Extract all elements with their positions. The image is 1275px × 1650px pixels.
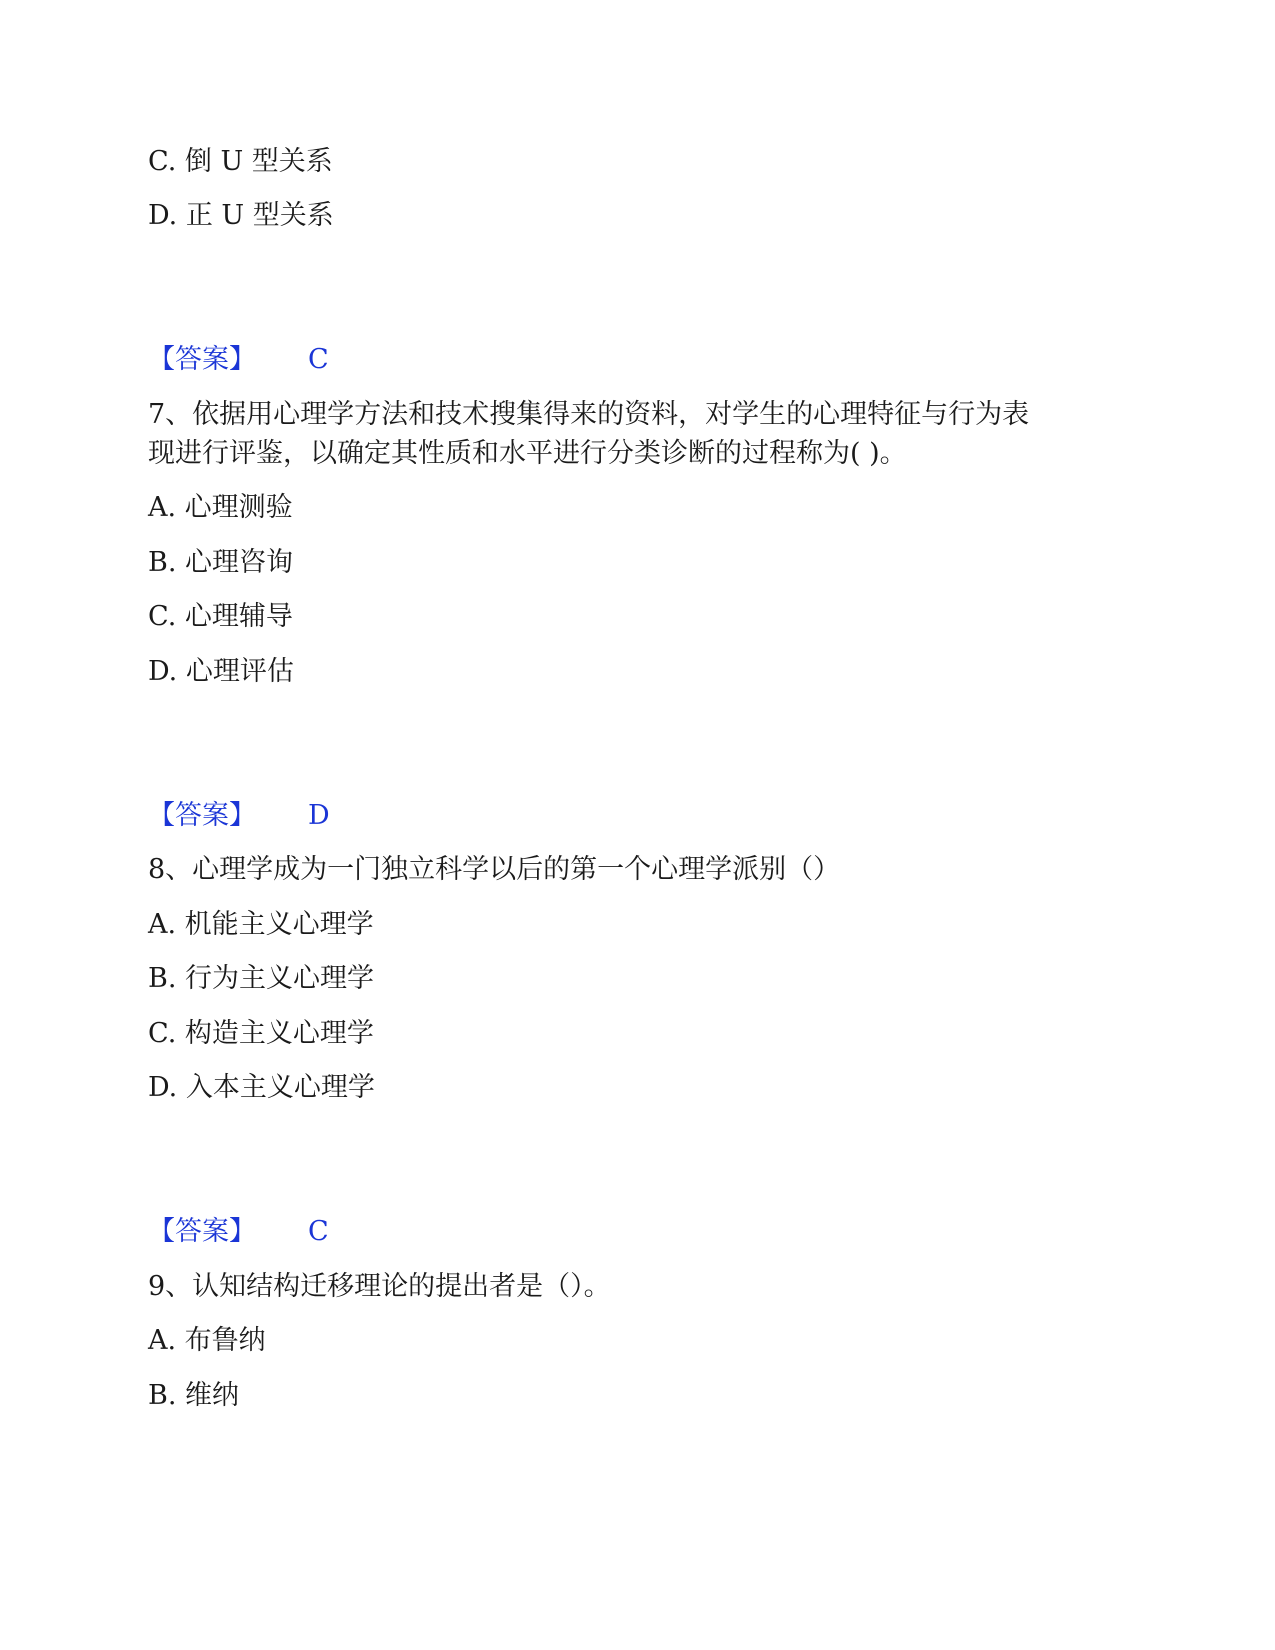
q8-stem: 8、心理学成为一门独立科学以后的第一个心理学派别（） <box>148 854 841 885</box>
q8-option-d: D. 入本主义心理学 <box>148 1072 375 1103</box>
q6-option-c: C. 倒 U 型关系 <box>148 146 333 177</box>
q7-answer <box>148 799 330 833</box>
answer-label: 【答案】 <box>148 800 256 831</box>
q8-option-b: B. 行为主义心理学 <box>148 963 375 994</box>
q6-answer <box>148 343 329 377</box>
q8-option-c: C. 构造主义心理学 <box>148 1018 374 1049</box>
q9-option-a: A. 布鲁纳 <box>148 1325 266 1356</box>
q7-option-d: D. 心理评估 <box>148 656 294 687</box>
answer-label: 【答案】 <box>148 1216 256 1247</box>
answer-label: 【答案】 <box>148 344 256 375</box>
q7-stem-line2: 现进行评鉴，以确定其性质和水平进行分类诊断的过程称为( )。 <box>148 438 907 469</box>
q9-stem: 9、认知结构迁移理论的提出者是（）。 <box>148 1271 611 1302</box>
q8-answer <box>148 1215 329 1249</box>
q8-option-a: A. 机能主义心理学 <box>148 909 374 940</box>
answer-value: D <box>308 800 330 831</box>
answer-value: C <box>308 344 329 375</box>
q7-option-b: B. 心理咨询 <box>148 547 294 578</box>
q7-stem-line1: 7、依据用心理学方法和技术搜集得来的资料，对学生的心理特征与行为表 <box>148 399 1030 430</box>
q6-option-d: D. 正 U 型关系 <box>148 200 334 231</box>
q7-option-a: A. 心理测验 <box>148 492 293 523</box>
answer-value: C <box>308 1216 329 1247</box>
q7-option-c: C. 心理辅导 <box>148 601 293 632</box>
q9-option-b: B. 维纳 <box>148 1380 240 1411</box>
